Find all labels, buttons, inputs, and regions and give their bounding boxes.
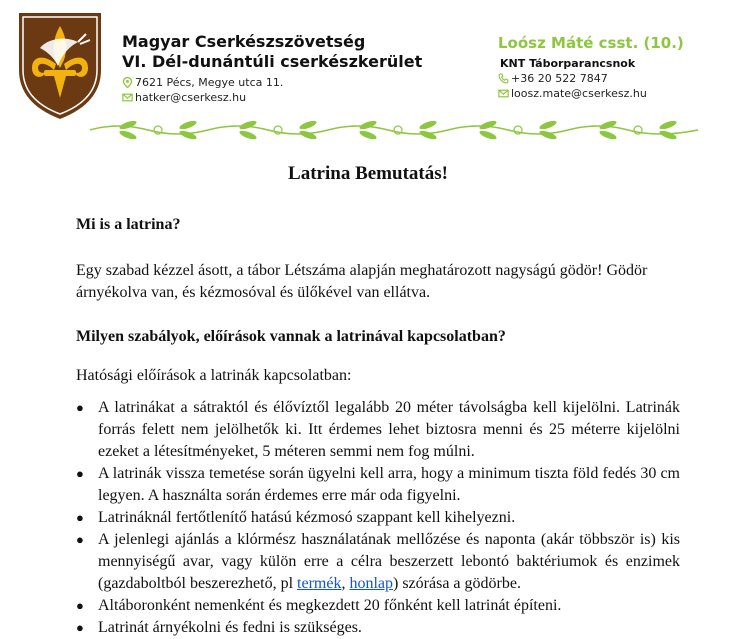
question-heading-1: Mi is a latrina?	[76, 216, 181, 233]
rule-item: ● A latrinákat a sátraktól és élővíztől legalább 20 méter távolságba kell kijelölni. Latrinák forrás felett nem jelölhetők ki. Itt érdemes lehet biztosra menni és 25 méterre kijelölni ezeket a létesítményeket, 5 méteren semmi nem fog múlni.	[76, 397, 680, 463]
organization-info	[122, 32, 422, 105]
document-title: Latrina Bemutatás!	[288, 163, 448, 184]
org-district: VI. Dél-dunántúli cserkészkerület	[122, 52, 423, 71]
rule-item-with-links	[76, 529, 680, 595]
rules-intro: Hatósági előírások a latrinák kapcsolatban:	[76, 367, 352, 384]
product-link[interactable]: termék	[297, 575, 342, 592]
person-phone[interactable]: +36 20 522 7847	[511, 72, 608, 85]
rule-text: A jelenlegi ajánlás a klórmész használatának mellőzése és naponta (akár többször is) kis mennyiségű avar, vagy külön erre a célra beszerzett lebontó baktériumok és enzimek (gazdaboltból beszerezhető, pl	[98, 531, 680, 592]
website-link[interactable]: honlap	[349, 575, 393, 592]
envelope-icon	[498, 88, 509, 99]
rule-text-separator: ,	[341, 575, 350, 592]
vine-divider-decoration	[88, 118, 700, 144]
org-email-line	[122, 90, 422, 105]
rules-list	[76, 397, 680, 639]
answer-paragraph-1: Egy szabad kézzel ásott, a tábor Létszáma alapján meghatározott nagyságú gödör! Gödör árnyékolva van, és kézmosóval és ülőkével van ellátva.	[76, 262, 648, 301]
org-address-line	[122, 75, 422, 90]
person-name: Loósz Máté csst. (10.)	[498, 34, 684, 52]
person-email[interactable]: loosz.mate@cserkesz.hu	[511, 87, 647, 100]
person-phone-line	[498, 71, 684, 86]
contact-person	[498, 33, 684, 101]
question-heading-2: Milyen szabályok, előírások vannak a latrinával kapcsolatban?	[76, 328, 506, 345]
org-name: Magyar Cserkészszövetség	[122, 32, 366, 51]
person-role: KNT Táborparancsnok	[500, 57, 636, 70]
org-address: 7621 Pécs, Megye utca 11.	[135, 76, 284, 89]
phone-icon	[498, 73, 509, 84]
scout-logo	[14, 8, 106, 122]
rule-item: ● Altáboronként nemenként és megkezdett 20 főnként kell latrinát építeni.	[76, 595, 680, 617]
rule-item: ● Latrinát árnyékolni és fedni is szükséges.	[76, 617, 680, 639]
rule-item: ● A latrinák vissza temetése során ügyelni kell arra, hogy a minimum tiszta föld fedés 30 cm legyen. A használta során érdemes erre már oda figyelni.	[76, 463, 680, 507]
envelope-icon	[122, 92, 133, 103]
person-email-line	[498, 86, 684, 101]
rule-text: ) szórása a gödörbe.	[393, 575, 521, 592]
rule-item: ● Latrináknál fertőtlenítő hatású kézmosó szappant kell kihelyezni.	[76, 507, 680, 529]
org-email[interactable]: hatker@cserkesz.hu	[135, 91, 247, 104]
location-pin-icon	[122, 77, 133, 88]
